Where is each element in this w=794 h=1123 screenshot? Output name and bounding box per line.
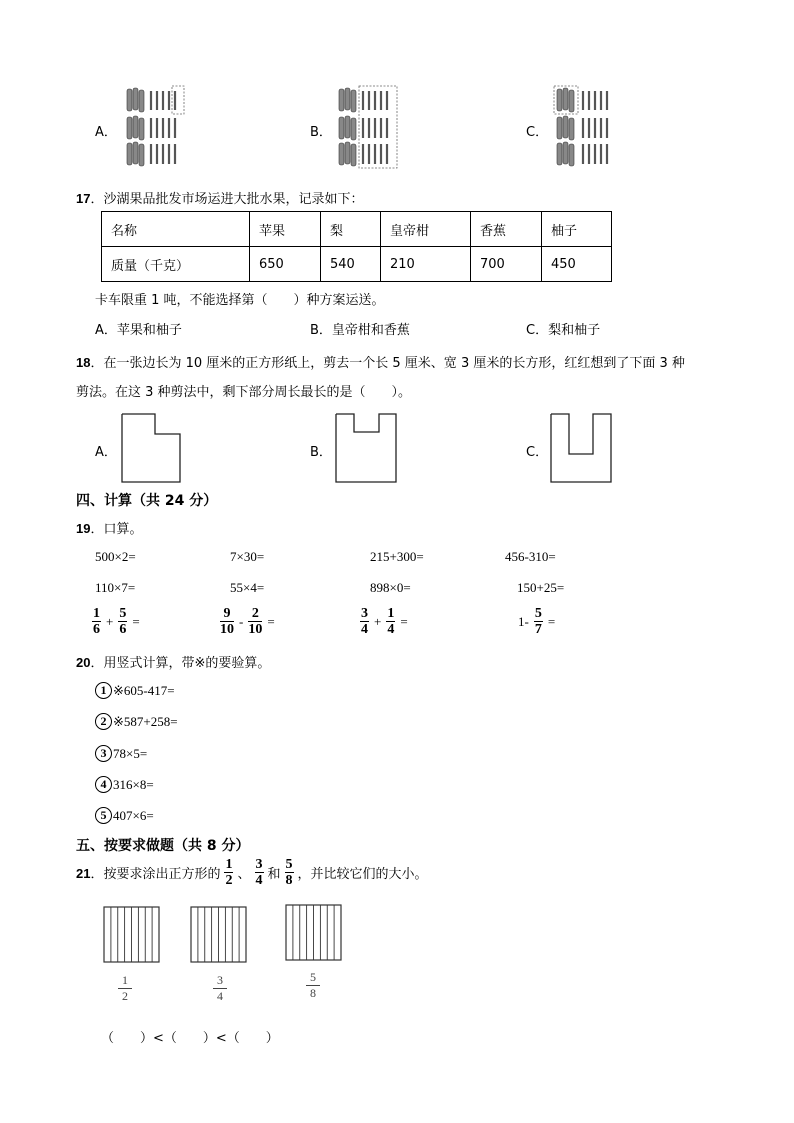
vertical-calc-item <box>95 745 147 762</box>
table-row <box>102 212 612 247</box>
square-three-quarters-grid[interactable] <box>190 906 248 964</box>
q19-text: ．口算。 <box>90 522 143 537</box>
q18-option-b-label: B． <box>310 445 332 460</box>
table-header-cell: 皇帝柑 <box>381 212 471 247</box>
fraction: $\frac{3}{4}$ <box>361 606 368 637</box>
q18-shape-c <box>549 412 615 484</box>
fraction: $\frac{1}{6}$ <box>93 606 100 637</box>
q18-number: 18 <box>76 355 91 370</box>
square-five-eighths-grid[interactable] <box>285 904 343 962</box>
fruit-weight-table <box>101 211 612 282</box>
operator: 1- <box>518 613 529 629</box>
vertical-calc-item <box>95 713 178 730</box>
q21-text: ．按要求涂出正方形的 <box>90 867 221 882</box>
fraction-expression <box>220 606 275 637</box>
circled-number: 4 <box>95 776 112 793</box>
calc-expression: ※587+258= <box>113 713 178 729</box>
q19-number: 19 <box>76 521 91 536</box>
equals-sign: = <box>547 613 556 629</box>
q21-compare-blanks[interactable]: （ ）<（ ）<（ ） <box>101 1031 279 1046</box>
fraction: $\frac{1}{4}$ <box>387 606 395 637</box>
q18-text-line1: ．在一张边长为 10 厘米的正方形纸上，剪去一个长 5 厘米、宽 3 厘米的长方形，红红想到了下面 3 种 <box>90 356 685 371</box>
grid-label-fraction: 3 4 <box>213 973 227 1004</box>
section-4-title: 四、计算（共 24 分） <box>76 493 218 509</box>
calc-expression: ※605-417= <box>113 682 175 698</box>
table-cell: 700 <box>471 247 542 282</box>
table-header-cell: 名称 <box>102 212 250 247</box>
oral-calc-item: 500×2= <box>95 549 136 564</box>
q18-prompt-line2: 剪法。在这 3 种剪法中，剩下部分周长最长的是（ ）。 <box>76 385 412 400</box>
fraction: $\frac{5}{7}$ <box>534 606 542 637</box>
q20-prompt <box>76 652 270 671</box>
fraction-expression <box>92 606 140 637</box>
table-header-cell: 苹果 <box>250 212 321 247</box>
operator: + <box>106 613 114 629</box>
equals-sign: = <box>400 613 408 629</box>
q17-option-a[interactable]: A．苹果和柚子 <box>95 323 182 338</box>
table-header-cell: 香蕉 <box>471 212 542 247</box>
oral-calc-item: 55×4= <box>230 580 265 595</box>
q17-option-c[interactable]: C．梨和柚子 <box>526 323 601 338</box>
q17-text: ．沙湖果品批发市场运进大批水果，记录如下： <box>90 192 364 207</box>
oral-calc-item: 898×0= <box>370 580 411 595</box>
fraction: $\frac{9}{10}$ <box>220 606 234 637</box>
operator: + <box>374 613 382 629</box>
q16-option-b-label: B． <box>310 125 332 140</box>
square-half-grid[interactable] <box>103 906 161 964</box>
table-cell: 450 <box>542 247 612 282</box>
q20-text: ．用竖式计算，带※的要验算。 <box>90 656 271 671</box>
fraction: $\frac{2}{10}$ <box>248 606 263 637</box>
calc-expression: 316×8= <box>113 776 154 792</box>
circled-number: 3 <box>95 745 112 762</box>
q18-shape-a <box>120 412 184 484</box>
q16-option-c-label: C． <box>526 125 549 140</box>
equals-sign: = <box>267 613 275 629</box>
calc-expression: 78×5= <box>113 745 148 761</box>
q21-number: 21 <box>76 866 91 881</box>
table-header-cell: 柚子 <box>542 212 612 247</box>
grid-label-fraction: 1 2 <box>118 973 132 1004</box>
table-row-label: 质量（千克） <box>102 247 250 282</box>
grid-label-fraction: 5 8 <box>306 970 320 1001</box>
circled-number: 1 <box>95 682 112 699</box>
circled-number: 2 <box>95 713 112 730</box>
operator: - <box>239 613 244 629</box>
section-5-title: 五、按要求做题（共 8 分） <box>76 838 250 854</box>
q17-note: 卡车限重 1 吨，不能选择第（ ）种方案运送。 <box>95 293 385 308</box>
table-cell: 540 <box>321 247 381 282</box>
q18-shape-b <box>334 412 400 484</box>
q18-prompt-line1 <box>76 352 685 371</box>
vertical-calc-item <box>95 807 154 824</box>
q16-option-c-image <box>553 85 625 169</box>
fraction: $\frac{5}{8}$ <box>285 857 293 888</box>
q19-prompt <box>76 518 142 537</box>
q16-option-a-image <box>123 85 191 169</box>
oral-calc-item: 215+300= <box>370 549 424 564</box>
q20-number: 20 <box>76 655 91 670</box>
oral-calc-item: 7×30= <box>230 549 265 564</box>
q18-option-c-label: C． <box>526 445 549 460</box>
calc-expression: 407×6= <box>113 807 154 823</box>
vertical-calc-item <box>95 776 154 793</box>
equals-sign: = <box>132 613 140 629</box>
oral-calc-item: 150+25= <box>517 580 565 595</box>
q21-separator: 、 <box>237 867 251 882</box>
q17-option-b[interactable]: B．皇帝柑和香蕉 <box>310 323 410 338</box>
q17-prompt <box>76 188 363 207</box>
vertical-calc-item <box>95 682 175 699</box>
q18-option-a-label: A． <box>95 445 117 460</box>
fraction: $\frac{3}{4}$ <box>255 857 263 888</box>
q17-number: 17 <box>76 191 91 206</box>
q21-prompt <box>76 857 428 888</box>
table-cell: 650 <box>250 247 321 282</box>
fraction-expression <box>360 606 408 637</box>
fraction: $\frac{1}{2}$ <box>225 857 233 888</box>
q16-option-a-label: A． <box>95 125 117 140</box>
table-cell: 210 <box>381 247 471 282</box>
table-header-cell: 梨 <box>321 212 381 247</box>
q21-text-end: ，并比较它们的大小。 <box>297 867 428 882</box>
fraction: $\frac{5}{6}$ <box>119 606 127 637</box>
q21-separator: 和 <box>267 867 281 882</box>
fraction-expression <box>518 606 555 637</box>
oral-calc-item: 456-310= <box>505 549 556 564</box>
table-row <box>102 247 612 282</box>
circled-number: 5 <box>95 807 112 824</box>
oral-calc-item: 110×7= <box>95 580 136 595</box>
q16-option-b-image <box>335 85 405 169</box>
